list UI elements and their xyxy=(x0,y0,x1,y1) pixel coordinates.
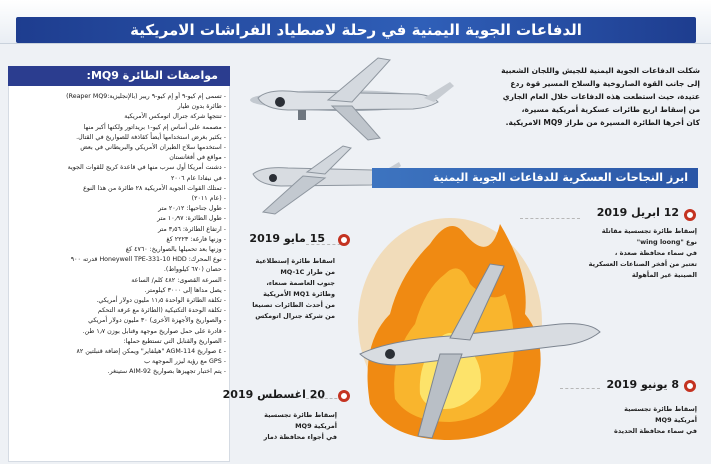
event-marker-june xyxy=(684,380,696,392)
specs-list xyxy=(12,92,226,460)
spec-item: - مصممة على أساس إم كيو-١ بريداتور ولكنها أكبر منها xyxy=(12,123,226,133)
spec-item: - تكلفة الوحدة التكتيكية (الطائرة مع غرفة التحكم xyxy=(12,306,226,316)
event-desc-april: إسقاط طائرة تجسسية مقاتلة نوع "wing loong" في سماء محافظة صعدة ، تعتبر من أفخر الصناعات العسكرية الصينية غير المأهولة xyxy=(588,227,697,279)
specs-header: مواصفات الطائرة MQ9: xyxy=(8,66,230,86)
event-date-may: 15 مايو 2019 xyxy=(249,232,325,245)
intro-line: من إسقاط اربع طائرات عسكرية أمريكية مسيرة، xyxy=(521,105,700,114)
intro-line: إلى جانب القوة الصاروخية والسلاح المسير قوة ردع xyxy=(510,79,700,88)
spec-item: - في نيفادا عام ٢٠٠٦ xyxy=(12,174,226,184)
event-date-june: 8 يونيو 2019 xyxy=(606,378,679,391)
spec-item: - تكلفة الطائرة الواحدة ١١٫٥ مليون دولار أمريكي. xyxy=(12,296,226,306)
spec-item: - السرعة القصوى: ٤٨٢ كلم/ الساعة xyxy=(12,276,226,286)
event-marker-april xyxy=(684,209,696,221)
intro-line: كان أخرها الطائرة المسيرة من طراز MQ9 الامريكية. xyxy=(505,118,700,127)
spec-item: - يصل مداها إلى ٣٠٠٠ كيلومتر. xyxy=(12,286,226,296)
spec-item: - حصان (٦٧٠ كيلوواط). xyxy=(12,265,226,275)
spec-item: - طول الطائرة: ١٠٫٩٧ متر xyxy=(12,214,226,224)
spec-item: - GPS مع رؤية ليزر الموجهة ب xyxy=(12,357,226,367)
spec-item: - ارتفاع الطائرة: ٣٫٥٦ متر xyxy=(12,225,226,235)
spec-item: - الصواريخ والقنابل التي تستطيع حملها: xyxy=(12,337,226,347)
spec-item: - وزنها بعد تحميلها بالصواريخ: ٤٧٦٠ كغ xyxy=(12,245,226,255)
spec-item: - تمتلك القوات الجوية الأمريكية ٢٨ طائرة من هذا النوع xyxy=(12,184,226,194)
event-date-april: 12 ابريل 2019 xyxy=(596,206,679,219)
event-desc-august: إسقاط طائرة تجسسية أمريكية MQ9 في أجواء محافظة ذمار xyxy=(263,411,337,441)
spec-item: - تنتجها شركة جنرال اتومكس الأمريكية xyxy=(12,112,226,122)
intro-line: شكلت الدفاعات الجوية اليمنية للجيش واللجان الشعبية xyxy=(501,66,700,75)
event-desc-may: اسقاط طائرة إستطلاعية من طراز MQ-1C جنوب العاصمة صنعاء، وطائرة MQ1 الأمريكية من أحدث الطائرات تصنيعا من شركة جنرال اتومكس xyxy=(252,257,335,320)
event-marker-may xyxy=(338,234,350,246)
intro-line: عتيدة، حيث استطعت هذه الدفاعات خلال العام الجاري xyxy=(502,92,700,101)
spec-item: - مواقع في أفغانستان xyxy=(12,153,226,163)
spec-item: - (عام ٢٠١١) xyxy=(12,194,226,204)
spec-item: - طائرة بدون طيار xyxy=(12,102,226,112)
spec-item: - ٤ صواريخ AGM-114 "هيلفاير" ويمكن إضافة قنبلتين ٨٢ xyxy=(12,347,226,357)
event-desc-june: إسقاط طائرة تجسسية أمريكية MQ9 في سماء محافظة الحديدة xyxy=(614,405,697,435)
spec-item: - استخدمها سلاح الطيران الأمريكي والبريطاني في بعض xyxy=(12,143,226,153)
spec-item: - والصواريخ والأجهزة الأخرى) ٣٠ مليون دولار أمريكي xyxy=(12,316,226,326)
spec-item: - بكثير بغرض استخدامها أيضاً كقاذفة للصواريخ في القتال. xyxy=(12,133,226,143)
spec-item: - طول جناحيها: ٢٠٫١٢ متر xyxy=(12,204,226,214)
spec-item: - قادرة على حمل صواريخ موجهة وقنابل بوزن ١٫٧ طن. xyxy=(12,327,226,337)
spec-item: - وزنها فارغة: ٢٢٢٣ كغ xyxy=(12,235,226,245)
intro-paragraph xyxy=(470,64,700,129)
page-title: الدفاعات الجوية اليمنية في رحلة لاصطياد الفراشات الامريكية xyxy=(130,21,582,39)
event-date-august: 20 اغسطس 2019 xyxy=(222,388,325,401)
event-connector-1 xyxy=(520,218,580,219)
successes-title: ابرز النجاحات العسكرية للدفاعات الجوية اليمنية xyxy=(432,171,688,184)
drone-image-top xyxy=(228,54,458,144)
event-connector-3 xyxy=(560,388,600,389)
spec-item: - نوع المحرك: Honeywell TPE-331-10 HDD قدرته ٩٠٠ xyxy=(12,255,226,265)
spec-item: - دشنت أمريكا أول سرب منها في قاعدة كريج للقوات الجوية xyxy=(12,163,226,173)
spec-item: - يتم اختبار تجهيزها بصواريخ AIM-92 ستينغر. xyxy=(12,367,226,377)
spec-item: - تسمى إم كيو-٩ أو إم كيو-٩ ريبر (بالإنجليزية:Reaper MQ9) xyxy=(12,92,226,102)
event-marker-august xyxy=(338,390,350,402)
